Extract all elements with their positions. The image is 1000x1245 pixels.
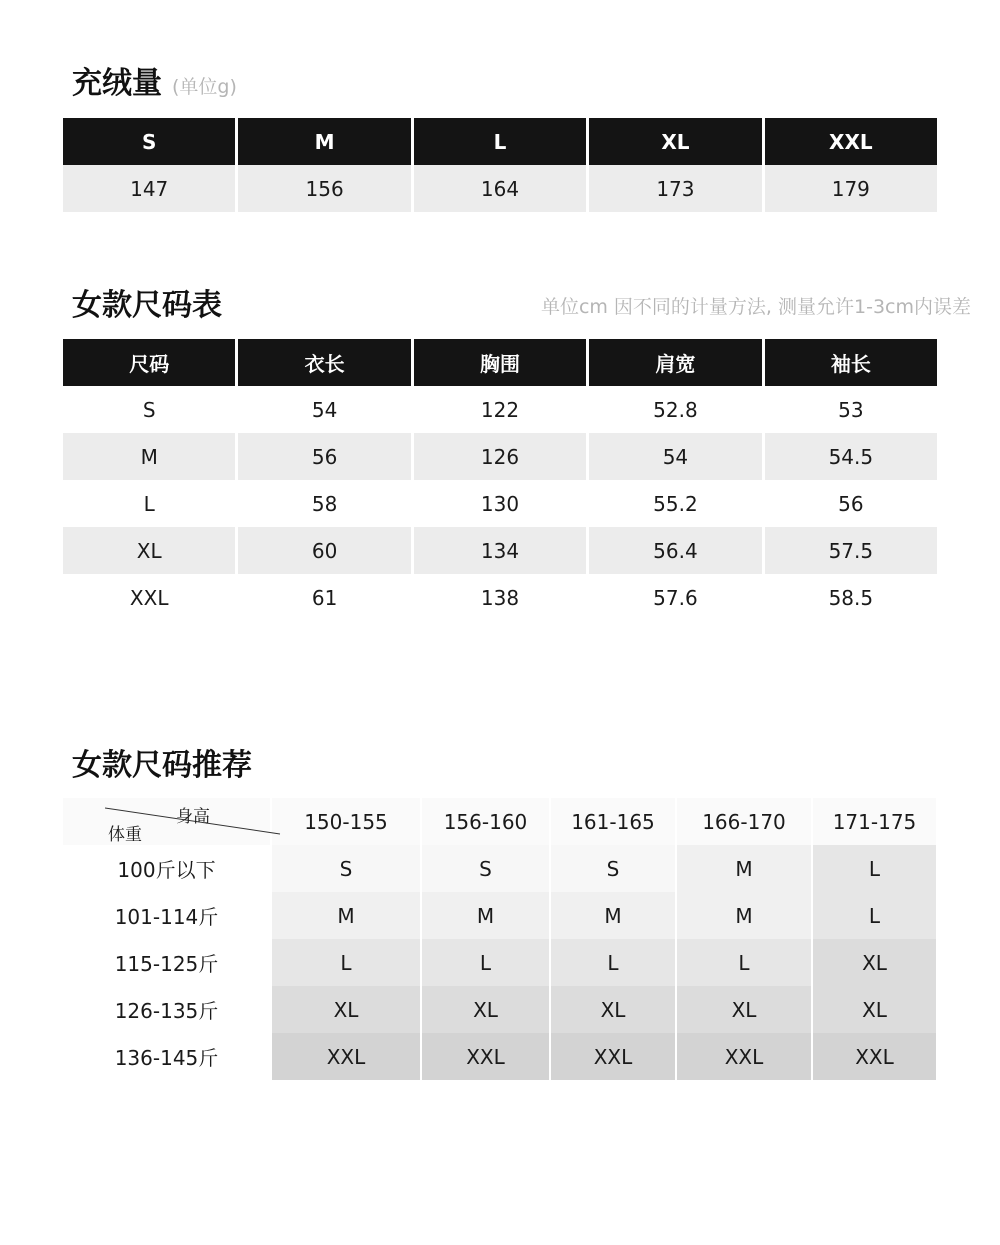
- size-cell: XXL: [270, 1033, 420, 1080]
- table-cell: 126: [411, 433, 586, 480]
- size-cell: L: [675, 939, 811, 986]
- header-cell: L: [411, 118, 586, 165]
- header-cell: 尺码: [63, 339, 235, 386]
- table-cell: L: [63, 480, 235, 527]
- table-row: [63, 386, 937, 433]
- corner-height-label: 身高: [176, 807, 210, 827]
- size-cell: XL: [420, 986, 549, 1033]
- size-cell: M: [420, 892, 549, 939]
- table-cell: 122: [411, 386, 586, 433]
- table-cell: S: [63, 386, 235, 433]
- table-cell: 57.6: [586, 574, 761, 621]
- weight-cell: 100斤以下: [63, 845, 270, 892]
- header-cell: XXL: [762, 118, 937, 165]
- size-chart-title: 女款尺码表: [72, 288, 222, 323]
- height-header-cell: 161-165: [549, 798, 675, 845]
- size-cell: M: [675, 845, 811, 892]
- table-cell: 134: [411, 527, 586, 574]
- table-cell: 56: [235, 433, 410, 480]
- down-fill-title: [72, 58, 237, 102]
- table-cell: 179: [762, 165, 937, 212]
- header-cell: 袖长: [762, 339, 937, 386]
- table-cell: 130: [411, 480, 586, 527]
- table-cell: XXL: [63, 574, 235, 621]
- corner-weight-label: 体重: [108, 825, 142, 845]
- size-cell: XXL: [420, 1033, 549, 1080]
- size-cell: XL: [549, 986, 675, 1033]
- table-row: [63, 527, 937, 574]
- table-row: [63, 986, 936, 1033]
- table-cell: 58: [235, 480, 410, 527]
- size-cell: XXL: [549, 1033, 675, 1080]
- header-cell: XL: [586, 118, 761, 165]
- table-row: [63, 165, 937, 212]
- weight-cell: 136-145斤: [63, 1033, 270, 1080]
- size-cell: L: [270, 939, 420, 986]
- table-cell: 54: [586, 433, 761, 480]
- table-cell: 57.5: [762, 527, 937, 574]
- weight-cell: 126-135斤: [63, 986, 270, 1033]
- table-cell: 54.5: [762, 433, 937, 480]
- size-cell: L: [811, 892, 936, 939]
- size-cell: XL: [811, 986, 936, 1033]
- table-cell: 58.5: [762, 574, 937, 621]
- size-cell: L: [420, 939, 549, 986]
- down-fill-title-text: 充绒量: [72, 66, 162, 101]
- height-header-cell: 166-170: [675, 798, 811, 845]
- size-cell: XXL: [811, 1033, 936, 1080]
- weight-cell: 115-125斤: [63, 939, 270, 986]
- height-header-cell: 171-175: [811, 798, 936, 845]
- table-row: [63, 939, 936, 986]
- size-cell: S: [270, 845, 420, 892]
- table-cell: 164: [411, 165, 586, 212]
- table-cell: 173: [586, 165, 761, 212]
- table-cell: M: [63, 433, 235, 480]
- table-cell: 56.4: [586, 527, 761, 574]
- measurement-note: 单位cm 因不同的计量方法, 测量允许1-3cm内误差: [540, 296, 971, 318]
- down-fill-table: [63, 118, 937, 212]
- table-row: [63, 480, 937, 527]
- table-row: [63, 433, 937, 480]
- down-fill-unit: (单位g): [172, 76, 237, 98]
- table-header-row: [63, 798, 936, 845]
- table-cell: 55.2: [586, 480, 761, 527]
- table-row: [63, 892, 936, 939]
- size-cell: S: [549, 845, 675, 892]
- table-cell: 156: [235, 165, 410, 212]
- table-cell: 147: [63, 165, 235, 212]
- size-cell: L: [549, 939, 675, 986]
- table-row: [63, 1033, 936, 1080]
- header-cell: S: [63, 118, 235, 165]
- header-cell: M: [235, 118, 410, 165]
- size-chart-table: [63, 339, 937, 621]
- header-cell: 胸围: [411, 339, 586, 386]
- table-cell: 61: [235, 574, 410, 621]
- size-cell: XL: [811, 939, 936, 986]
- height-header-cell: 156-160: [420, 798, 549, 845]
- size-cell: XXL: [675, 1033, 811, 1080]
- table-cell: 60: [235, 527, 410, 574]
- table-cell: 52.8: [586, 386, 761, 433]
- table-cell: 53: [762, 386, 937, 433]
- table-row: [63, 574, 937, 621]
- size-cell: L: [811, 845, 936, 892]
- table-cell: XL: [63, 527, 235, 574]
- size-cell: XL: [675, 986, 811, 1033]
- recommend-table: [63, 798, 936, 1080]
- header-cell: 肩宽: [586, 339, 761, 386]
- size-cell: S: [420, 845, 549, 892]
- size-cell: XL: [270, 986, 420, 1033]
- table-cell: 54: [235, 386, 410, 433]
- table-cell: 138: [411, 574, 586, 621]
- recommend-title: 女款尺码推荐: [72, 748, 252, 783]
- weight-cell: 101-114斤: [63, 892, 270, 939]
- table-row: [63, 845, 936, 892]
- height-header-cell: 150-155: [270, 798, 420, 845]
- table-header-row: [63, 118, 937, 165]
- corner-header-cell: [63, 798, 270, 845]
- header-cell: 衣长: [235, 339, 410, 386]
- size-cell: M: [549, 892, 675, 939]
- table-header-row: [63, 339, 937, 386]
- size-cell: M: [675, 892, 811, 939]
- table-cell: 56: [762, 480, 937, 527]
- size-cell: M: [270, 892, 420, 939]
